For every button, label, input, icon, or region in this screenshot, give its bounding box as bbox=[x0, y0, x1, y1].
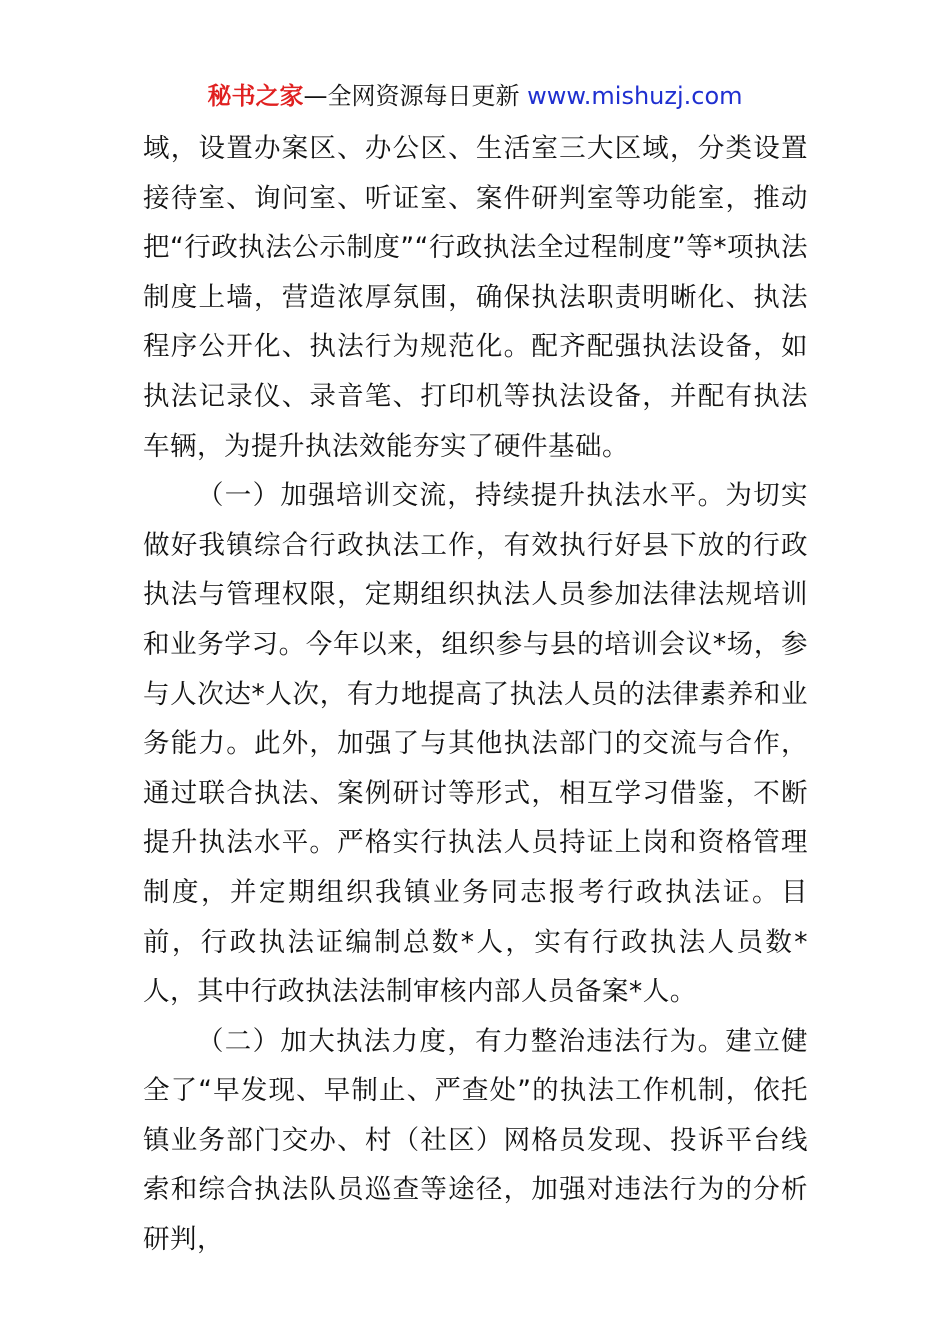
paragraph-section-one: （一）加强培训交流，持续提升执法水平。为切实做好我镇综合行政执法工作，有效执行好县下放的行政执法与管理权限，定期组织执法人员参加法律法规培训和业务学习。今年以来，组织参与县的培训会议*场，参与人次达*人次，有力地提高了执法人员的法律素养和业务能力。此外，加强了与其他执法部门的交流与合作，通过联合执法、案例研讨等形式，相互学习借鉴，不断提升执法水平。严格实行执法人员持证上岗和资格管理制度，并定期组织我镇业务同志报考行政执法证。目前，行政执法证编制总数*人，实有行政执法人员数*人，其中行政执法法制审核内部人员备案*人。 bbox=[143, 480, 808, 1008]
site-header bbox=[0, 80, 950, 112]
site-tagline: —全网资源每日更新 bbox=[303, 82, 520, 110]
document-body bbox=[143, 124, 808, 1265]
site-url-link[interactable]: www.mishuzj.com bbox=[527, 82, 743, 110]
paragraph-section-two: （二）加大执法力度，有力整治违法行为。建立健全了“早发现、早制止、严查处”的执法工作机制，依托镇业务部门交办、村（社区）网格员发现、投诉平台线索和综合执法队员巡查等途径，加强对违法行为的分析研判， bbox=[143, 1025, 808, 1256]
site-brand: 秘书之家 bbox=[207, 82, 304, 110]
paragraph-continued: 域，设置办案区、办公区、生活室三大区域，分类设置接待室、询问室、听证室、案件研判室等功能室，推动把“行政执法公示制度”“行政执法全过程制度”等*项执法制度上墙，营造浓厚氛围，确保执法职责明晰化、执法程序公开化、执法行为规范化。配齐配强执法设备，如执法记录仪、录音笔、打印机等执法设备，并配有执法车辆，为提升执法效能夯实了硬件基础。 bbox=[143, 133, 808, 462]
